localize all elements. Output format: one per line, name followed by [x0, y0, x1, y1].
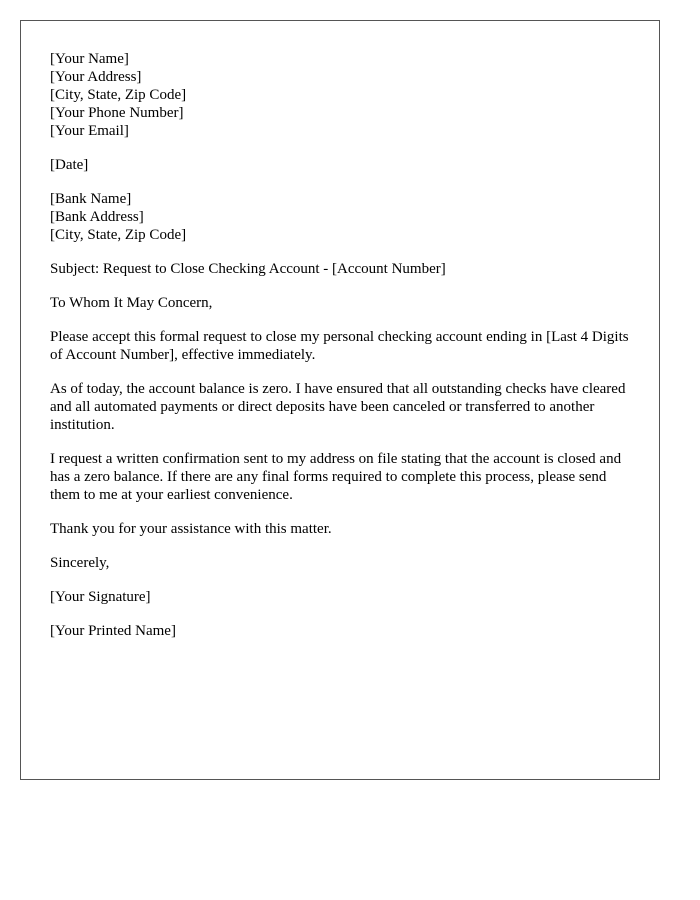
closing: Sincerely, — [50, 555, 110, 571]
letter-date: [Date] — [50, 157, 89, 173]
sender-email: [Your Email] — [50, 123, 129, 139]
recipient-bank-address: [Bank Address] — [50, 209, 144, 225]
body-paragraph: Please accept this formal request to close my personal checking account ending in [Last 4 Digits of Account Number], effective immediately. — [50, 329, 629, 363]
sender-phone: [Your Phone Number] — [50, 105, 184, 121]
letter-body — [50, 50, 640, 656]
letter-page — [20, 20, 660, 780]
sender-address: [Your Address] — [50, 69, 142, 85]
body-paragraph: Thank you for your assistance with this matter. — [50, 521, 332, 537]
body-paragraph: As of today, the account balance is zero. I have ensured that all outstanding checks have cleared and all automated payments or direct deposits have been canceled or transferred to another institution. — [50, 381, 626, 433]
recipient-city-state-zip: [City, State, Zip Code] — [50, 227, 187, 243]
sender-block — [50, 50, 640, 140]
signature-placeholder: [Your Signature] — [50, 589, 151, 605]
sender-city-state-zip: [City, State, Zip Code] — [50, 87, 187, 103]
body-paragraph: I request a written confirmation sent to my address on file stating that the account is closed and has a zero balance. If there are any final forms required to complete this process, please send them to me at your earliest convenience. — [50, 451, 622, 503]
date-block — [50, 156, 640, 174]
subject-line: Subject: Request to Close Checking Account - [Account Number] — [50, 261, 446, 277]
recipient-block — [50, 190, 640, 244]
printed-name: [Your Printed Name] — [50, 623, 176, 639]
sender-name: [Your Name] — [50, 51, 129, 67]
salutation: To Whom It May Concern, — [50, 295, 213, 311]
recipient-bank-name: [Bank Name] — [50, 191, 132, 207]
